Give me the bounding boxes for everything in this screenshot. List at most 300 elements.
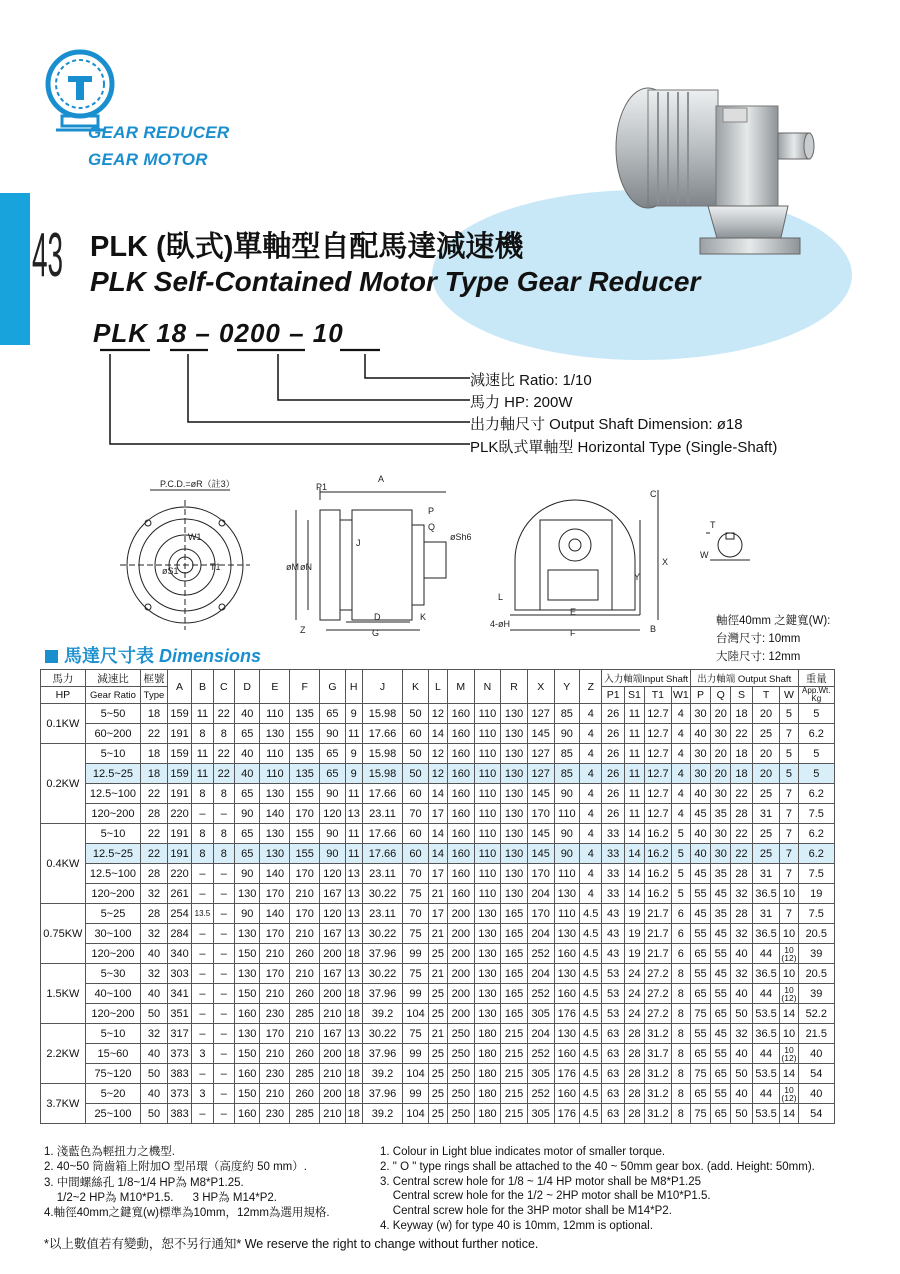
table-cell: 145 xyxy=(527,784,554,804)
model-code-leader-lines xyxy=(100,346,480,456)
table-cell: 22 xyxy=(731,784,752,804)
table-cell: 45 xyxy=(711,884,731,904)
table-cell: 120~200 xyxy=(85,884,140,904)
table-row xyxy=(41,724,835,744)
table-cell: 31.2 xyxy=(645,1024,672,1044)
table-cell: 130 xyxy=(260,844,290,864)
table-cell: 23.11 xyxy=(362,904,402,924)
table-cell: 54 xyxy=(798,1104,834,1124)
note-en: Central screw hole for the 3HP motor shall be M14*P2. xyxy=(380,1205,672,1218)
table-cell: 12.7 xyxy=(645,724,672,744)
table-cell: 65 xyxy=(234,844,260,864)
table-cell: 31 xyxy=(752,804,780,824)
table-cell: 130 xyxy=(474,924,501,944)
table-cell: 110 xyxy=(474,824,501,844)
legend-type: PLK臥式單軸型 Horizontal Type (Single-Shaft) xyxy=(470,439,778,456)
table-cell: 110 xyxy=(474,804,501,824)
table-cell: 4 xyxy=(580,884,602,904)
table-cell: 180 xyxy=(474,1104,501,1124)
table-cell: 22 xyxy=(141,724,168,744)
table-cell: 75 xyxy=(690,1104,710,1124)
notes-english xyxy=(380,1145,815,1234)
table-cell: 63 xyxy=(602,1104,624,1124)
table-cell: 130 xyxy=(260,824,290,844)
table-cell: 130 xyxy=(260,724,290,744)
stacked-value-bottom: (12) xyxy=(781,992,797,1003)
table-cell: 160 xyxy=(447,824,474,844)
table-cell: 120 xyxy=(320,904,346,924)
table-cell: 200 xyxy=(320,1044,346,1064)
stacked-value-top: 10 xyxy=(784,944,794,955)
table-cell: – xyxy=(213,1104,234,1124)
table-cell: 8 xyxy=(671,1104,690,1124)
header-col: J xyxy=(362,670,402,704)
table-cell: 110 xyxy=(474,884,501,904)
label-w1: W1 xyxy=(188,532,202,542)
table-cell: 11 xyxy=(624,784,644,804)
table-cell: 32 xyxy=(731,884,752,904)
hp-cell: 0.1KW xyxy=(41,704,86,744)
table-cell: 90 xyxy=(554,844,580,864)
table-cell: 170 xyxy=(260,884,290,904)
table-cell: 130 xyxy=(501,744,528,764)
table-cell: 90 xyxy=(320,784,346,804)
table-cell: 6.2 xyxy=(798,844,834,864)
header-col: N xyxy=(474,670,501,704)
table-cell: 25 xyxy=(752,784,780,804)
table-cell: 53 xyxy=(602,964,624,984)
table-cell: 65 xyxy=(234,724,260,744)
table-cell: 165 xyxy=(501,964,528,984)
table-cell: – xyxy=(213,904,234,924)
table-cell: 4 xyxy=(671,804,690,824)
label-a: A xyxy=(378,474,385,484)
table-cell: 44 xyxy=(752,944,780,964)
table-cell: – xyxy=(213,1084,234,1104)
table-cell: 4 xyxy=(580,704,602,724)
table-cell: 12.7 xyxy=(645,744,672,764)
table-cell: 75 xyxy=(690,1064,710,1084)
table-cell: 17.66 xyxy=(362,724,402,744)
table-cell: 165 xyxy=(501,944,528,964)
table-cell: 14 xyxy=(780,1004,798,1024)
table-cell: 13 xyxy=(345,964,362,984)
table-cell: 341 xyxy=(167,984,192,1004)
table-cell: 373 xyxy=(167,1084,192,1104)
table-cell: 63 xyxy=(602,1044,624,1064)
table-cell: 26 xyxy=(602,704,624,724)
table-row xyxy=(41,844,835,864)
note-en: 4. Keyway (w) for type 40 is 10mm, 12mm is optional. xyxy=(380,1219,653,1232)
table-cell: 130 xyxy=(474,904,501,924)
label-s1: øS1 xyxy=(162,566,179,576)
table-cell: 204 xyxy=(527,964,554,984)
table-cell: 55 xyxy=(690,1024,710,1044)
table-cell: 60 xyxy=(403,784,429,804)
table-cell: 210 xyxy=(290,924,320,944)
table-cell: 39.2 xyxy=(362,1104,402,1124)
table-cell: 170 xyxy=(290,864,320,884)
table-cell: 4.5 xyxy=(580,984,602,1004)
table-cell: 12.7 xyxy=(645,764,672,784)
table-cell: 40 xyxy=(731,984,752,1004)
header-col: L xyxy=(428,670,447,704)
header-col: R xyxy=(501,670,528,704)
table-cell: 130 xyxy=(554,884,580,904)
footer-disclaimer: *以上數值若有變動，恕不另行通知* We reserve the right to change without further notice. xyxy=(44,1237,539,1251)
table-cell: 130 xyxy=(234,964,260,984)
table-cell: 22 xyxy=(213,744,234,764)
table-cell: 305 xyxy=(527,1004,554,1024)
table-cell: 50 xyxy=(141,1104,168,1124)
table-cell: – xyxy=(192,984,213,1004)
table-cell: 11 xyxy=(624,704,644,724)
table-cell: 7.5 xyxy=(798,864,834,884)
table-cell: 13 xyxy=(345,924,362,944)
table-cell: 18 xyxy=(345,1044,362,1064)
table-cell: 261 xyxy=(167,884,192,904)
table-cell: 252 xyxy=(527,944,554,964)
table-cell: 110 xyxy=(474,704,501,724)
table-cell: 4 xyxy=(580,744,602,764)
table-cell: 25 xyxy=(428,1004,447,1024)
hp-cell: 3.7KW xyxy=(41,1084,86,1124)
table-cell: 130 xyxy=(501,804,528,824)
table-cell: 65 xyxy=(711,1004,731,1024)
table-cell: 70 xyxy=(403,864,429,884)
table-cell: 32 xyxy=(731,924,752,944)
table-cell: 21 xyxy=(428,1024,447,1044)
table-cell: 191 xyxy=(167,844,192,864)
table-cell: 383 xyxy=(167,1104,192,1124)
table-cell: 120 xyxy=(320,804,346,824)
table-cell: 200 xyxy=(447,904,474,924)
table-cell: 8 xyxy=(671,1044,690,1064)
header-col: S xyxy=(731,687,752,704)
table-cell: 30 xyxy=(690,744,710,764)
table-cell: 204 xyxy=(527,1024,554,1044)
stacked-value-top: 10 xyxy=(784,1044,794,1055)
table-cell: 8 xyxy=(671,1064,690,1084)
table-cell: 17 xyxy=(428,904,447,924)
table-cell: 25 xyxy=(752,824,780,844)
table-cell: 110 xyxy=(474,744,501,764)
table-cell: 39.2 xyxy=(362,1004,402,1024)
table-cell: 12 xyxy=(428,704,447,724)
label-j: J xyxy=(356,538,361,548)
table-cell: 22 xyxy=(731,844,752,864)
table-cell: – xyxy=(213,964,234,984)
table-cell: 14 xyxy=(780,1104,798,1124)
table-cell: 39 xyxy=(798,944,834,964)
table-cell: 30 xyxy=(711,844,731,864)
table-cell: 6.2 xyxy=(798,784,834,804)
table-cell: 17.66 xyxy=(362,844,402,864)
table-cell: 127 xyxy=(527,744,554,764)
label-k: K xyxy=(420,612,427,622)
label-p: P xyxy=(428,506,435,516)
title-english: PLK Self-Contained Motor Type Gear Reducer xyxy=(90,266,701,297)
table-cell: 13.5 xyxy=(192,904,213,924)
table-cell: 160 xyxy=(447,764,474,784)
header-col: F xyxy=(290,670,320,704)
table-cell: 160 xyxy=(554,984,580,1004)
table-cell: 159 xyxy=(167,744,192,764)
hp-cell: 0.75KW xyxy=(41,904,86,964)
header-ratio-zh: 減速比 xyxy=(85,670,140,687)
keyway-note-1: 軸徑40mm 之鍵寬(W): xyxy=(716,615,831,627)
label-q: Q xyxy=(428,522,436,532)
square-bullet-icon xyxy=(45,650,58,663)
table-cell: 22 xyxy=(141,784,168,804)
table-cell: 150 xyxy=(234,984,260,1004)
table-cell: – xyxy=(192,964,213,984)
table-cell: 85 xyxy=(554,744,580,764)
model-code: PLK 18 – 0200 – 10 xyxy=(93,318,344,348)
table-cell: 254 xyxy=(167,904,192,924)
hp-cell: 1.5KW xyxy=(41,964,86,1024)
table-cell: 99 xyxy=(403,984,429,1004)
table-cell: 75~120 xyxy=(85,1064,140,1084)
header-col: Q xyxy=(711,687,731,704)
header-type-en: Type xyxy=(141,687,168,704)
table-cell: 43 xyxy=(602,924,624,944)
table-cell: 65 xyxy=(320,764,346,784)
dimensions-title-zh: 馬達尺寸表 xyxy=(64,646,154,666)
table-cell: 4.5 xyxy=(580,1104,602,1124)
table-cell: 43 xyxy=(602,904,624,924)
table-cell: – xyxy=(213,1004,234,1024)
table-cell: 11 xyxy=(624,764,644,784)
table-cell: – xyxy=(213,1024,234,1044)
table-cell: 200 xyxy=(447,964,474,984)
table-body xyxy=(41,704,835,1124)
table-cell: – xyxy=(213,984,234,1004)
table-row xyxy=(41,884,835,904)
table-cell: 11 xyxy=(345,724,362,744)
table-cell: 33 xyxy=(602,824,624,844)
table-cell: 53 xyxy=(602,1004,624,1024)
header-type-zh: 框號 xyxy=(141,670,168,687)
table-cell: 60 xyxy=(403,824,429,844)
table-cell: 215 xyxy=(501,1044,528,1064)
table-cell: 160 xyxy=(447,844,474,864)
table-cell: 30.22 xyxy=(362,924,402,944)
table-cell: 28 xyxy=(624,1084,644,1104)
table-row xyxy=(41,924,835,944)
table-cell xyxy=(780,1084,798,1104)
table-cell: 21 xyxy=(428,884,447,904)
table-cell: 12.5~100 xyxy=(85,864,140,884)
table-cell: – xyxy=(192,944,213,964)
table-cell: 8 xyxy=(671,1084,690,1104)
table-cell: – xyxy=(192,864,213,884)
table-cell: 260 xyxy=(290,944,320,964)
table-cell: 12.7 xyxy=(645,704,672,724)
table-cell: 50 xyxy=(141,1004,168,1024)
note-zh: 1/2~2 HP為 M10*P1.5. 3 HP為 M14*P2. xyxy=(44,1191,277,1204)
table-cell: 21.7 xyxy=(645,924,672,944)
table-cell: – xyxy=(192,804,213,824)
table-cell: 25 xyxy=(428,1044,447,1064)
table-cell: 28 xyxy=(141,804,168,824)
note-en: 1. Colour in Light blue indicates motor of smaller torque. xyxy=(380,1146,666,1158)
table-cell: 167 xyxy=(320,1024,346,1044)
table-cell: 176 xyxy=(554,1004,580,1024)
label-l: L xyxy=(498,592,504,602)
table-cell: 63 xyxy=(602,1084,624,1104)
table-cell: 4.5 xyxy=(580,1024,602,1044)
table-cell: – xyxy=(192,1004,213,1024)
table-cell: 16.2 xyxy=(645,864,672,884)
table-cell: 52.2 xyxy=(798,1004,834,1024)
table-cell: 150 xyxy=(234,1084,260,1104)
table-cell: 55 xyxy=(711,984,731,1004)
table-cell: 130 xyxy=(260,784,290,804)
table-cell: 14 xyxy=(428,844,447,864)
table-cell: 10 xyxy=(780,924,798,944)
header-col: C xyxy=(213,670,234,704)
table-cell: 26 xyxy=(602,744,624,764)
table-cell xyxy=(780,984,798,1004)
table-cell: 135 xyxy=(290,704,320,724)
table-cell: 65 xyxy=(320,704,346,724)
table-cell: 252 xyxy=(527,1084,554,1104)
table-cell: 180 xyxy=(474,1024,501,1044)
table-cell: 5~30 xyxy=(85,964,140,984)
table-cell: 150 xyxy=(234,1044,260,1064)
header-weight-en-1: App.Wt. xyxy=(802,686,831,695)
table-cell: 18 xyxy=(731,764,752,784)
table-cell: 13 xyxy=(345,1024,362,1044)
table-cell: 30.22 xyxy=(362,884,402,904)
table-cell: 90 xyxy=(234,904,260,924)
stacked-value-bottom: (12) xyxy=(781,1052,797,1063)
label-t1: T1 xyxy=(210,562,221,572)
table-cell: 65 xyxy=(690,1044,710,1064)
table-cell: 130 xyxy=(501,824,528,844)
table-cell: 36.5 xyxy=(752,924,780,944)
table-cell: 8 xyxy=(192,844,213,864)
table-row xyxy=(41,784,835,804)
gear-motor-photo xyxy=(608,78,818,268)
table-cell: 90 xyxy=(320,844,346,864)
table-row xyxy=(41,704,835,724)
table-cell: 15~60 xyxy=(85,1044,140,1064)
table-cell: 160 xyxy=(554,1044,580,1064)
table-cell: 14 xyxy=(624,884,644,904)
table-cell: 25 xyxy=(428,1084,447,1104)
table-cell: 90 xyxy=(320,724,346,744)
table-cell: 260 xyxy=(290,1084,320,1104)
label-y: Y xyxy=(634,572,641,582)
header-col: S1 xyxy=(624,687,644,704)
table-cell: 130 xyxy=(474,1004,501,1024)
note-zh: 3. 中間螺絲孔 1/8~1/4 HP為 M8*P1.25. xyxy=(44,1176,244,1189)
table-cell: 18 xyxy=(345,1084,362,1104)
table-cell: 160 xyxy=(234,1064,260,1084)
table-cell: 120 xyxy=(320,864,346,884)
label-c: C xyxy=(650,489,657,499)
table-cell: – xyxy=(213,804,234,824)
table-cell: 4.5 xyxy=(580,1064,602,1084)
table-cell: 17 xyxy=(428,864,447,884)
table-cell: 20 xyxy=(752,704,780,724)
table-cell: 250 xyxy=(447,1044,474,1064)
table-row xyxy=(41,864,835,884)
table-row xyxy=(41,964,835,984)
table-cell: 31.7 xyxy=(645,1044,672,1064)
table-cell: 65 xyxy=(711,1064,731,1084)
table-cell: 170 xyxy=(290,904,320,924)
stacked-value-bottom: (12) xyxy=(781,1092,797,1103)
table-cell: 140 xyxy=(260,864,290,884)
table-cell: 3 xyxy=(192,1044,213,1064)
table-cell: 110 xyxy=(474,844,501,864)
table-cell: 5~25 xyxy=(85,904,140,924)
table-cell: 65 xyxy=(690,1084,710,1104)
table-cell: 8 xyxy=(213,824,234,844)
page-number: 43 xyxy=(32,221,64,290)
table-cell: 8 xyxy=(192,724,213,744)
table-cell: 159 xyxy=(167,704,192,724)
table-cell: 12 xyxy=(428,744,447,764)
table-cell: 170 xyxy=(527,864,554,884)
table-row xyxy=(41,944,835,964)
table-cell: 99 xyxy=(403,1044,429,1064)
table-cell: 60~200 xyxy=(85,724,140,744)
table-cell: 215 xyxy=(501,1104,528,1124)
table-cell: 210 xyxy=(290,884,320,904)
table-cell: 53.5 xyxy=(752,1064,780,1084)
table-cell: 90 xyxy=(554,784,580,804)
table-cell: – xyxy=(192,1064,213,1084)
table-cell: 383 xyxy=(167,1064,192,1084)
table-cell: 44 xyxy=(752,1084,780,1104)
table-cell: 31.2 xyxy=(645,1104,672,1124)
table-cell: 18 xyxy=(345,1064,362,1084)
table-cell: 210 xyxy=(260,1044,290,1064)
table-cell: 110 xyxy=(554,864,580,884)
brand-line-1: GEAR REDUCER xyxy=(88,123,230,142)
table-cell: 11 xyxy=(345,824,362,844)
table-cell: 22 xyxy=(731,824,752,844)
table-cell: 155 xyxy=(290,824,320,844)
table-cell: 11 xyxy=(192,704,213,724)
table-cell: 4.5 xyxy=(580,1044,602,1064)
table-cell: 25 xyxy=(428,1064,447,1084)
table-cell: 20 xyxy=(752,764,780,784)
table-cell: 40 xyxy=(690,844,710,864)
table-cell: 7 xyxy=(780,804,798,824)
table-cell: 167 xyxy=(320,884,346,904)
table-cell: 191 xyxy=(167,824,192,844)
table-cell: 25 xyxy=(752,724,780,744)
table-cell: 4 xyxy=(671,764,690,784)
table-cell: 285 xyxy=(290,1004,320,1024)
table-cell: 18 xyxy=(345,984,362,1004)
table-cell: – xyxy=(213,864,234,884)
table-cell: 75 xyxy=(403,1024,429,1044)
table-cell: 28 xyxy=(624,1064,644,1084)
label-n: øN xyxy=(300,562,312,572)
table-cell: 7 xyxy=(780,824,798,844)
table-cell: 40 xyxy=(690,724,710,744)
table-cell: – xyxy=(192,1104,213,1124)
table-cell: 28 xyxy=(141,864,168,884)
table-cell: 12.5~100 xyxy=(85,784,140,804)
header-ratio-en: Gear Ratio xyxy=(85,687,140,704)
